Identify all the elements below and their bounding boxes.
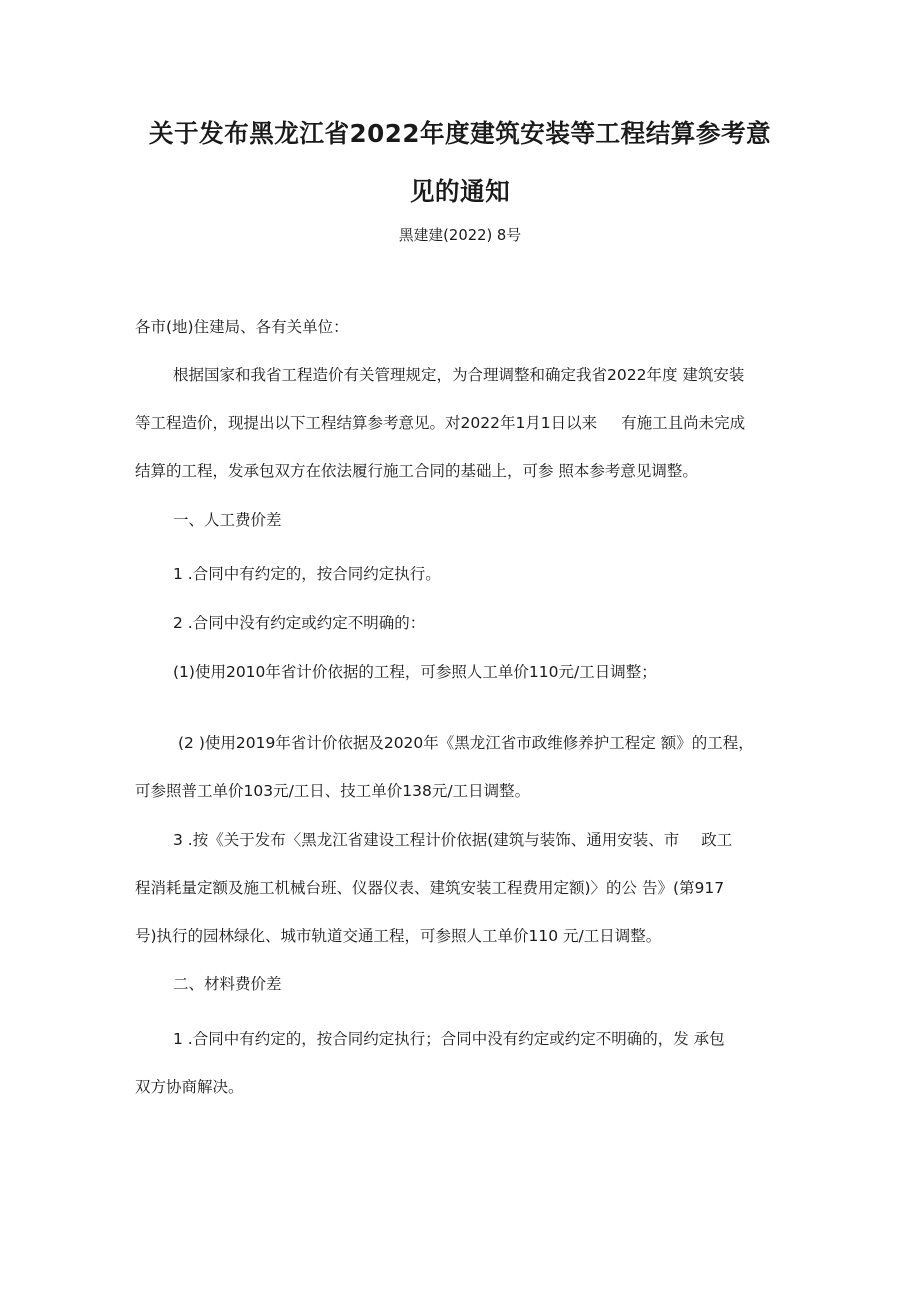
section-1-sub-2-line-1: (2 )使用2019年省计价依据及2020年《黑龙江省市政维修养护工程定 额》的工程， bbox=[178, 734, 754, 752]
intro-line-3: 结算的工程，发承包双方在依法履行施工合同的基础上，可参 照本参考意见调整。 bbox=[135, 462, 698, 480]
section-2-heading: 二、材料费价差 bbox=[173, 975, 282, 993]
section-1-item-3-line-1 bbox=[173, 830, 732, 850]
intro-line-2-part-b: 有施工且尚未完成 bbox=[621, 414, 746, 432]
section-2-item-1-line-2: 双方协商解决。 bbox=[135, 1078, 244, 1096]
intro-line-2 bbox=[135, 413, 745, 433]
section-1-item-1: 1 .合同中有约定的，按合同约定执行。 bbox=[173, 565, 441, 583]
intro-line-2-part-a: 等工程造价，现提出以下工程结算参考意见。对2022年1月1日以来 bbox=[135, 414, 598, 432]
section-1-item-2: 2 .合同中没有约定或约定不明确的： bbox=[173, 614, 426, 632]
section-1-item-3-line-2: 程消耗量定额及施工机械台班、仪器仪表、建筑安装工程费用定额)〉的公 告》(第917 bbox=[135, 879, 725, 897]
section-1-sub-2-line-2: 可参照普工单价103元/工日、技工单价138元/工日调整。 bbox=[135, 782, 531, 800]
section-2-item-1-line-1: 1 .合同中有约定的，按合同约定执行；合同中没有约定或约定不明确的，发 承包 bbox=[173, 1030, 725, 1048]
section-1-heading: 一、人工费价差 bbox=[173, 511, 282, 529]
document-title-line-2: 见的通知 bbox=[409, 177, 511, 206]
section-1-item-3-line-3: 号)执行的园林绿化、城市轨道交通工程，可参照人工单价110 元/工日调整。 bbox=[135, 927, 662, 945]
section-1-sub-1: (1)使用2010年省计价依据的工程，可参照人工单价110元/工日调整； bbox=[173, 663, 657, 681]
salutation: 各市(地)住建局、各有关单位： bbox=[135, 318, 349, 336]
document-title-line-1: 关于发布黑龙江省2022年度建筑安装等工程结算参考意 bbox=[148, 119, 772, 148]
document-number: 黑建建(2022) 8号 bbox=[398, 226, 522, 244]
section-1-item-3-line-1-part-a: 3 .按《关于发布〈黑龙江省建设工程计价依据(建筑与装饰、通用安装、市 bbox=[173, 831, 680, 849]
intro-line-1: 根据国家和我省工程造价有关管理规定，为合理调整和确定我省2022年度 建筑安装 bbox=[173, 366, 745, 384]
section-1-item-3-line-1-part-b: 政工 bbox=[701, 831, 733, 849]
